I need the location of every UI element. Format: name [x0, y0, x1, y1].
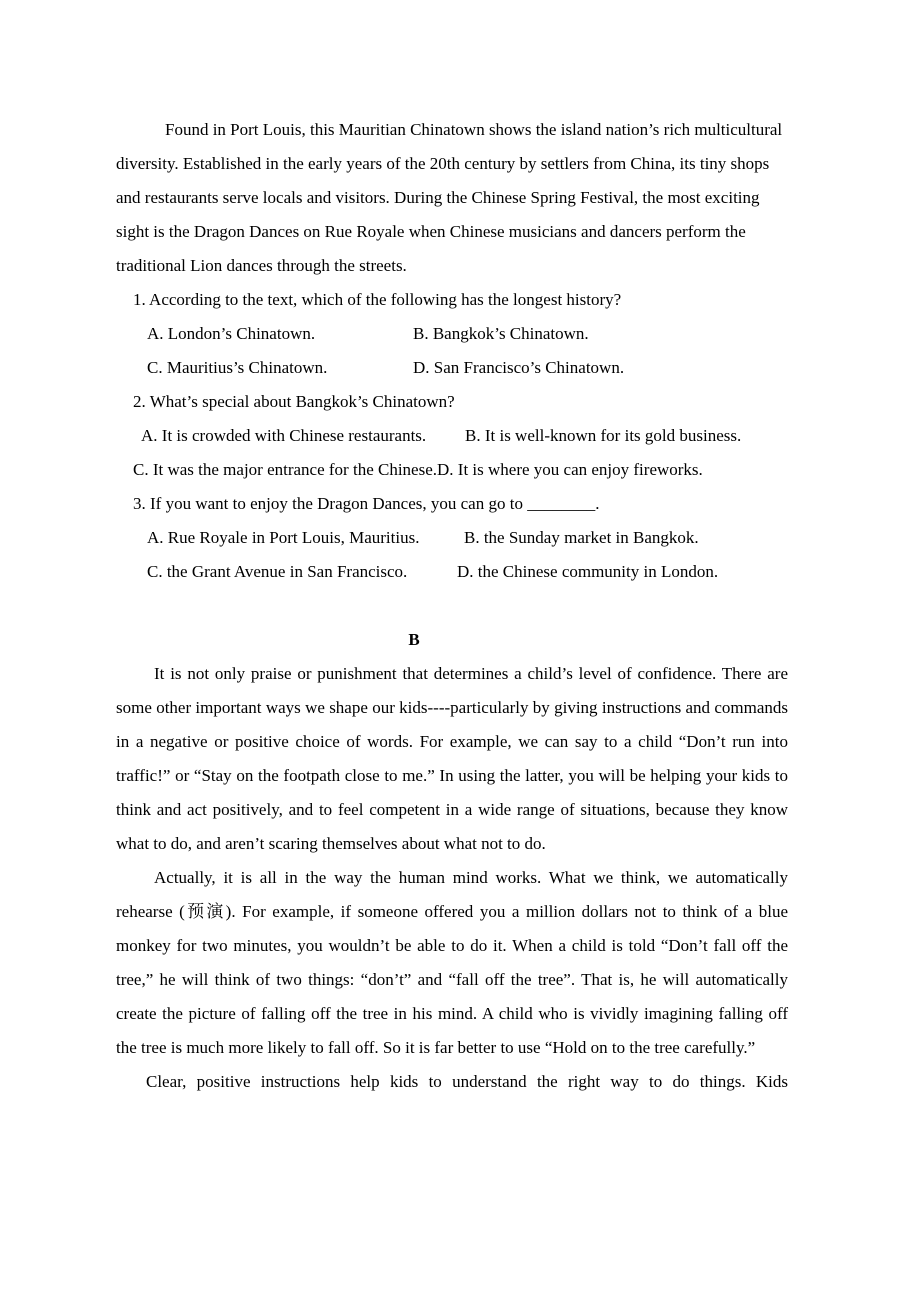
question-3-options-row-1 — [116, 521, 788, 555]
question-2-options-row-2: C. It was the major entrance for the Chinese.D. It is where you can enjoy fireworks. — [133, 460, 703, 479]
question-3-option-d: D. the Chinese community in London. — [457, 562, 719, 581]
question-1-option-d: D. San Francisco’s Chinatown. — [413, 358, 625, 377]
question-1-options-row-1 — [116, 317, 788, 351]
question-2-option-b: B. It is well-known for its gold business. — [465, 426, 742, 445]
section-b-paragraph-2: Actually, it is all in the way the human mind works. What we think, we automatically rehearse (预演). For example, if someone offered you a million dollars not to think of a blue monkey for two minutes, you wouldn’t be able to do it. When a child is told “Don’t fall off the tree,” he will think of two things: “don’t” and “fall off the tree”. That is, he will automatically create the picture of falling off the tree in his mind. A child who is vividly imagining falling off the tree is much more likely to fall off. So it is far better to use “Hold on to the tree carefully.” — [116, 868, 788, 1057]
section-b-paragraph-1: It is not only praise or punishment that determines a child’s level of confidence. There are some other important ways we shape our kids----particularly by giving instructions and commands in a negative or positive choice of words. For example, we can say to a child “Don’t run into traffic!” or “Stay on the footpath close to me.” In using the latter, you will be helping your kids to think and act positively, and to feel competent in a wide range of situations, because they know what to do, and aren’t scaring themselves about what not to do. — [116, 664, 788, 853]
question-3-option-a: A. Rue Royale in Port Louis, Mauritius. — [147, 528, 420, 547]
question-1-options-row-2 — [116, 351, 788, 385]
section-b-heading: B — [408, 630, 420, 649]
question-2-options-row-1 — [116, 419, 788, 453]
question-3-text: 3. If you want to enjoy the Dragon Dances, you can go to ________. — [133, 494, 600, 513]
passage-a-paragraph: Found in Port Louis, this Mauritian Chinatown shows the island nation’s rich multicultural diversity. Established in the early years of the 20th century by settlers from China, its tiny shops and restaurants serve locals and visitors. During the Chinese Spring Festival, the most exciting sight is the Dragon Dances on Rue Royale when Chinese musicians and dancers perform the traditional Lion dances through the streets. — [116, 120, 783, 275]
question-2-text: 2. What’s special about Bangkok’s Chinatown? — [133, 392, 455, 411]
question-3-option-b: B. the Sunday market in Bangkok. — [464, 528, 699, 547]
document-content — [116, 0, 788, 1099]
question-1-option-a: A. London’s Chinatown. — [147, 324, 316, 343]
question-1-option-b: B. Bangkok’s Chinatown. — [413, 324, 589, 343]
question-2-option-a: A. It is crowded with Chinese restaurants. — [141, 426, 427, 445]
question-1-text: 1. According to the text, which of the following has the longest history? — [133, 290, 622, 309]
section-b-paragraph-3: Clear, positive instructions help kids to understand the right way to do things. Kids — [146, 1072, 788, 1091]
question-1-option-c: C. Mauritius’s Chinatown. — [147, 358, 328, 377]
question-3-options-row-2 — [116, 555, 788, 589]
question-3-option-c: C. the Grant Avenue in San Francisco. — [147, 562, 408, 581]
